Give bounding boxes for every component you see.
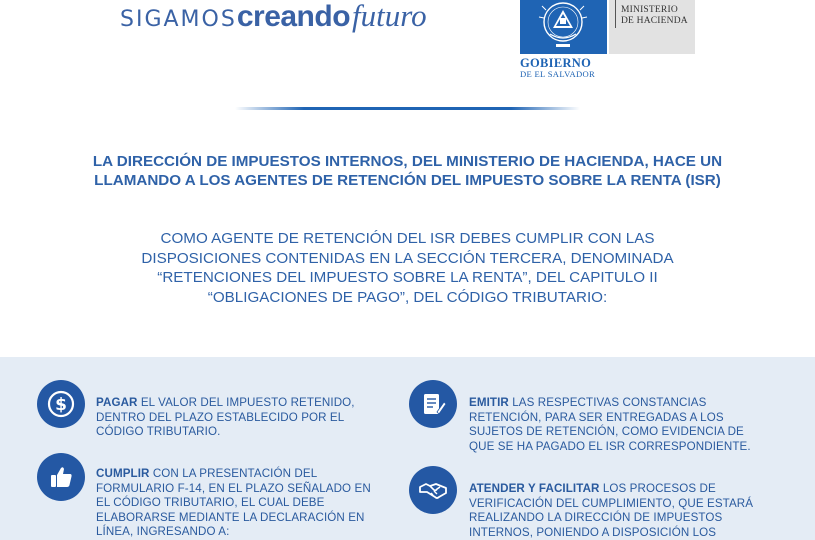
separator-line — [615, 0, 616, 28]
ministry-line-1: MINISTERIO — [621, 5, 678, 15]
obligation-keyword: ATENDER Y FACILITAR — [469, 482, 600, 495]
slogan-part-2: creando — [236, 0, 351, 33]
ministry-name — [621, 5, 688, 27]
government-subtitle: DE EL SALVADOR — [520, 69, 596, 79]
handshake-icon — [409, 466, 457, 514]
obligation-keyword: EMITIR — [469, 396, 509, 409]
ministry-line-2: DE HACIENDA — [621, 16, 688, 26]
slogan — [120, 0, 427, 40]
slogan-part-1: SIGAMOS — [120, 7, 237, 32]
obligation-atender — [469, 482, 769, 540]
thumbs-up-icon — [37, 453, 85, 501]
slogan-part-3: futuro — [352, 0, 427, 33]
seal-icon — [520, 0, 607, 54]
announcement-heading: LA DIRECCIÓN DE IMPUESTOS INTERNOS, DEL MINISTERIO DE HACIENDA, HACE UN LLAMANDO A LOS AGENTES DE RETENCIÓN DEL IMPUESTO SOBRE LA RENTA (ISR) — [92, 153, 723, 189]
obligation-description: LOS PROCESOS DE VERIFICACIÓN DEL CUMPLIMIENTO, QUE ESTARÁ REALIZANDO LA DIRECCIÓN DE IMPUESTOS INTERNOS, PONIENDO A DISPOSICIÓN LOS — [469, 482, 754, 539]
obligation-description: CON LA PRESENTACIÓN DEL FORMULARIO F-14, EN EL PLAZO SEÑALADO EN EL CÓDIGO TRIBUTARIO, EL CUAL DEBE ELABORARSE MEDIANTE LA DECLARACIÓN EN LÍNEA, INGRESANDO A: — [96, 467, 371, 538]
coat-of-arms-logo — [520, 0, 607, 54]
obligation-emitir — [469, 396, 769, 454]
ministry-label-box — [609, 0, 695, 54]
svg-text:$: $ — [55, 395, 67, 415]
obligation-keyword: PAGAR — [96, 396, 138, 409]
dollar-icon — [37, 380, 85, 428]
obligation-pagar — [96, 396, 381, 440]
government-title: GOBIERNO — [520, 56, 592, 70]
header-divider — [235, 107, 580, 110]
obligation-keyword: CUMPLIR — [96, 467, 150, 480]
obligation-cumplir — [96, 467, 386, 540]
obligation-description: EL VALOR DEL IMPUESTO RETENIDO, DENTRO DEL PLAZO ESTABLECIDO POR EL CÓDIGO TRIBUTARIO. — [96, 396, 355, 438]
announcement-intro: COMO AGENTE DE RETENCIÓN DEL ISR DEBES CUMPLIR CON LAS DISPOSICIONES CONTENIDAS EN LA SECCIÓN TERCERA, DENOMINADA “RETENCIONES DEL IMPUESTO SOBRE LA RENTA”, DEL CAPITULO II “OBLIGACIONES DE PAGO”, DEL CÓDIGO TRIBUTARIO: — [141, 230, 674, 306]
obligation-description: LAS RESPECTIVAS CONSTANCIAS RETENCIÓN, PARA SER ENTREGADAS A LOS SUJETOS DE RETENCIÓN, COMO EVIDENCIA DE QUE SE HA PAGADO EL ISR CORRESPONDIENTE. — [469, 396, 751, 453]
document-pen-icon — [409, 380, 457, 428]
